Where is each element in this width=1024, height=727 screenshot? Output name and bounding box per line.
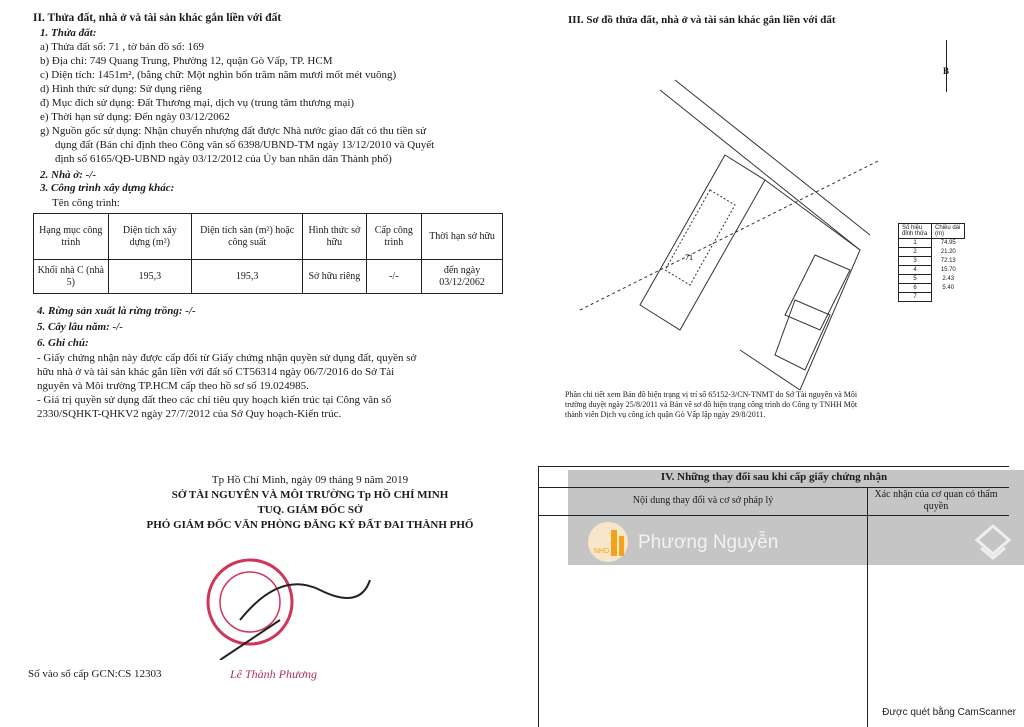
map-note: trường duyệt ngày 25/8/2011 và Bản vẽ sơ đồ hiện trạng công trình do Công ty TNHH Một — [565, 400, 858, 409]
sign-org: SỞ TÀI NGUYÊN VÀ MÔI TRƯỜNG Tp HỒ CHÍ MINH — [171, 489, 449, 501]
area-line: c) Diện tích: 1451m², (bằng chữ: Một nghìn bốn trăm năm mươi mốt mét vuông) — [40, 69, 397, 81]
origin-line-2: dụng đất (Bán chỉ định theo Công văn số 6398/UBND-TM ngày 13/12/2010 và Quyết — [55, 139, 435, 151]
vt-cell: 6 — [899, 284, 932, 293]
construction-table — [33, 213, 503, 294]
iv-title: IV. Những thay đổi sau khi cấp giấy chứng nhận — [660, 471, 888, 483]
watermark-text: Phương Nguyễn — [638, 532, 779, 553]
note-line: - Giá trị quyền sử dụng đất theo các chỉ tiêu quy hoạch kiến trúc tại Công văn số — [37, 394, 392, 406]
note-line: nguyên và Môi trường TP.HCM cấp theo hồ sơ số 19.024985. — [37, 380, 309, 392]
vt-cell: 1 — [899, 239, 932, 248]
th-item: Hạng mục công trình — [34, 214, 109, 260]
cell-item: Khối nhà C (nhà 5) — [34, 260, 109, 294]
vt-cell: 2 — [899, 248, 932, 257]
vt-cell: 5 — [899, 275, 932, 284]
note-line: - Giấy chứng nhận này được cấp đổi từ Giấy chứng nhận quyền sử dụng đất, quyền sở — [37, 352, 417, 364]
th-build-area: Diện tích xây dựng (m²) — [108, 214, 192, 260]
note-line: hữu nhà ở và tài sản khác gắn liền với đất số CT56314 ngày 06/7/2016 do Sở Tài — [37, 366, 395, 378]
s6-notes: 6. Ghi chú: — [37, 337, 89, 349]
vt-cell: 2.43 — [942, 276, 955, 282]
map-note: Phần chi tiết xem Bản đồ hiện trạng vị trí số 65152-3/CN-TNMT do Sở Tài nguyên và Môi — [565, 390, 858, 399]
th-ownership: Hình thức sở hữu — [303, 214, 366, 260]
vt-cell: 4 — [899, 266, 932, 275]
sign-title: PHÓ GIÁM ĐỐC VĂN PHÒNG ĐĂNG KÝ ĐẤT ĐAI THÀNH PHỐ — [146, 519, 474, 531]
sign-date: Tp Hồ Chí Minh, ngày 09 tháng 9 năm 2019 — [211, 474, 409, 486]
cell-grade: -/- — [366, 260, 422, 294]
origin-line: g) Nguồn gốc sử dụng: Nhận chuyển nhượng đất được Nhà nước giao đất có thu tiền sử — [40, 125, 427, 137]
parcel-line: a) Thửa đất số: 71 , tờ bản đồ số: 169 — [40, 41, 205, 53]
th-floor-area: Diện tích sàn (m²) hoặc công suất — [192, 214, 303, 260]
usage-form-line: d) Hình thức sử dụng: Sử dụng riêng — [40, 83, 202, 95]
term-line: e) Thời hạn sử dụng: Đến ngày 03/12/2062 — [40, 111, 230, 123]
s3-other: 3. Công trình xây dựng khác: — [40, 182, 175, 194]
table-row — [34, 260, 503, 294]
vt-cell: 3 — [899, 257, 932, 266]
changes-section — [538, 466, 1009, 727]
logo-text: NHD — [594, 548, 610, 555]
iv-col1: Nội dung thay đổi và cơ sở pháp lý — [632, 495, 774, 506]
purpose-line: đ) Mục đích sử dụng: Đất Thương mại, dịch vụ (trung tâm thương mại) — [40, 97, 355, 109]
iv-col2: Xác nhận của cơ quan có thẩm quyền — [874, 489, 998, 512]
s5-trees: 5. Cây lâu năm: -/- — [37, 321, 123, 333]
address-line: b) Địa chỉ: 749 Quang Trung, Phường 12, quận Gò Vấp, TP. HCM — [40, 55, 333, 67]
map-note: thành viên Dịch vụ công ích quận Gò Vấp lập ngày 29/8/2011. — [565, 410, 766, 419]
sign-tuq: TUQ. GIÁM ĐỐC SỞ — [257, 504, 363, 516]
vertex-table — [898, 223, 965, 302]
vt-cell: 74.95 — [940, 240, 956, 247]
vt-cell — [932, 293, 965, 302]
note-line: 2330/SQHKT-QHKV2 ngày 27/7/2012 của Sở Quy hoạch-Kiến trúc. — [37, 408, 342, 420]
s4-forest: 4. Rừng sản xuất là rừng trồng: -/- — [37, 305, 196, 317]
stamp-signature — [200, 550, 380, 660]
vt-cell: 5.40 — [942, 285, 955, 291]
north-label: B — [943, 66, 950, 76]
cell-build-area: 195,3 — [108, 260, 192, 294]
vt-header: Chiều dài (m) — [932, 224, 965, 239]
parcel-diagram — [560, 70, 880, 390]
th-grade: Cấp công trình — [366, 214, 422, 260]
lot-number: 71 — [685, 253, 693, 262]
vt-cell: 15.70 — [940, 267, 956, 273]
cell-floor-area: 195,3 — [192, 260, 303, 294]
cell-term: đến ngày 03/12/2062 — [422, 260, 503, 294]
vt-header: Số hiệu đỉnh thửa — [899, 224, 932, 239]
origin-line-3: định số 6165/QĐ-UBND ngày 03/12/2012 của Ủy ban nhân dân Thành phố) — [55, 153, 392, 165]
signer-name: Lê Thành Phương — [230, 667, 317, 681]
cell-ownership: Sở hữu riêng — [303, 260, 366, 294]
registry-number: Số vào sổ cấp GCN:CS 12303 — [28, 668, 162, 680]
section-title-iii: III. Sơ đồ thửa đất, nhà ở và tài sản khác gắn liền với đất — [568, 14, 836, 26]
vt-cell: 7 — [899, 293, 932, 302]
vt-cell: 21.20 — [940, 249, 956, 255]
vt-cell: 72.13 — [940, 258, 956, 264]
camscanner-footer: Được quét bằng CamScanner — [882, 707, 1016, 718]
s2-house: 2. Nhà ở: -/- — [40, 169, 97, 181]
s1-title: 1. Thửa đất: — [40, 27, 97, 39]
th-term: Thời hạn sở hữu — [422, 214, 503, 260]
s3-subtitle: Tên công trình: — [52, 197, 120, 209]
section-title-ii: II. Thửa đất, nhà ở và tài sản khác gắn liền với đất — [33, 12, 282, 24]
